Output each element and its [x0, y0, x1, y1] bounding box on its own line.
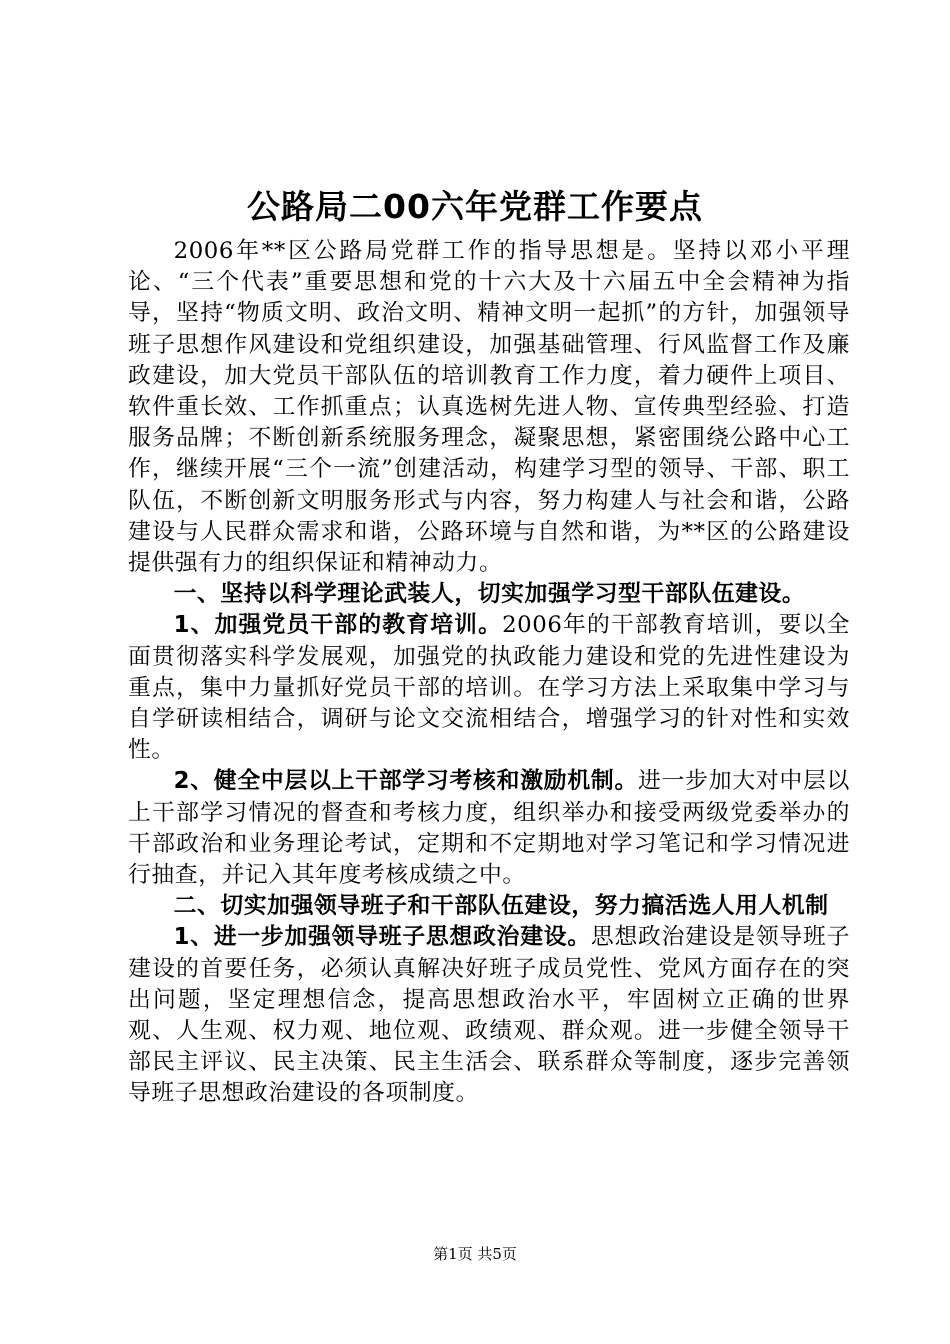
section1-item1-lead: 1、加强党员干部的教育培训。 [173, 612, 503, 639]
intro-paragraph: 2006年**区公路局党群工作的指导思想是。坚持以邓小平理论、“三个代表”重要思想和党的十六大及十六届五中全会精神为指导，坚持“物质文明、政治文明、精神文明一起抓”的方针，加强领导班子思想作风建设和党组织建设，加强基础管理、行风监督工作及廉政建设，加大党员干部队伍的培训教育工作力度，着力硬件上项目、软件重长效、工作抓重点；认真选树先进人物、宣传典型经验、打造服务品牌；不断创新系统服务理念，凝聚思想，紧密围绕公路中心工作，继续开展“三个一流”创建活动，构建学习型的领导、干部、职工队伍，不断创新文明服务形式与内容，努力构建人与社会和谐，公路建设与人民群众需求和谐，公路环境与自然和谐，为**区的公路建设提供强有力的组织保证和精神动力。 [128, 238, 850, 577]
section1-item2-paragraph [128, 766, 850, 891]
section1-item2-text: 进一步加大对中层以上干部学习情况的督查和考核力度，组织举办和接受两级党委举办的干部政治和业务理论考试，定期和不定期地对学习笔记和学习情况进行抽查，并记入其年度考核成绩之中。 [128, 768, 850, 889]
section1-item1-paragraph [128, 610, 850, 766]
section1-item1-text: 2006年的干部教育培训，要以全面贯彻落实科学发展观，加强党的执政能力建设和党的先进性建设为重点，集中力量抓好党员干部的培训。在学习方法上采取集中学习与自学研读相结合，调研与论文交流相结合，增强学习的针对性和实效性。 [128, 612, 850, 764]
page-number-footer: 第1页 共5页 [433, 1245, 517, 1263]
section2-item1-text: 思想政治建设是领导班子建设的首要任务，必须认真解决好班子成员党性、党风方面存在的突出问题，坚定理想信念，提高思想政治水平，牢固树立正确的世界观、人生观、权力观、地位观、政绩观、群众观。进一步健全领导干部民主评议、民主决策、民主生活会、联系群众等制度，逐步完善领导班子思想政治建设的各项制度。 [128, 924, 850, 1107]
section-heading-2: 二、切实加强领导班子和干部队伍建设，努力搞活选人用人机制 [173, 893, 829, 920]
section1-item2-lead: 2、健全中层以上干部学习考核和激励机制。 [173, 768, 639, 795]
document-title: 公路局二00六年党群工作要点 [247, 187, 703, 226]
document-body [128, 236, 850, 1110]
section2-item1-lead: 1、进一步加强领导班子思想政治建设。 [173, 924, 591, 951]
section2-item1-paragraph [128, 922, 850, 1109]
section-heading-1: 一、坚持以科学理论武装人，切实加强学习型干部队伍建设。 [173, 581, 806, 608]
